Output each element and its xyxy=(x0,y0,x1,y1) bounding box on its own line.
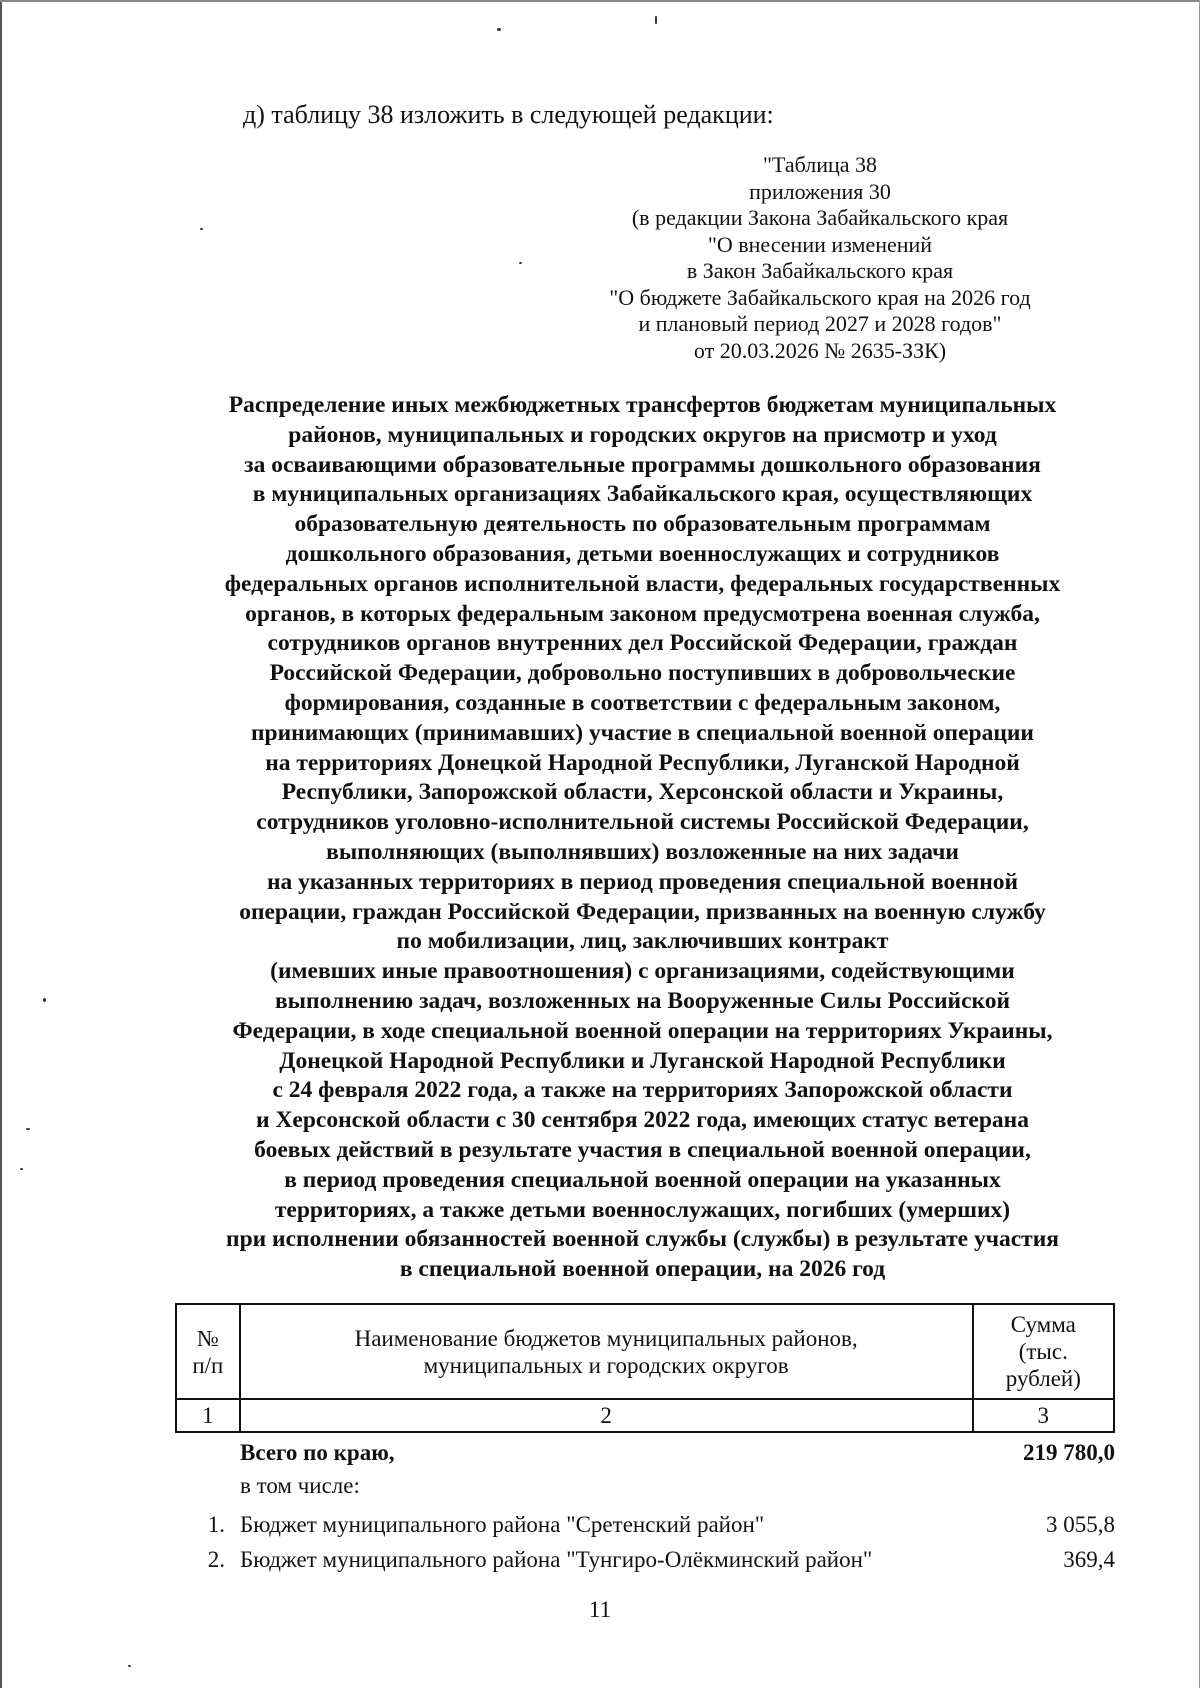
caption-line: "Таблица 38 xyxy=(762,152,878,177)
header-text: муниципальных и городских округов xyxy=(423,1352,789,1378)
row-budget-name: Бюджет муниципального района "Сретенский район" xyxy=(240,1512,765,1537)
row-amount: 3 055,8 xyxy=(1046,1512,1115,1537)
title-line: операции, граждан Российской Федерации, призванных на военную службу xyxy=(239,898,1046,925)
table-row-including xyxy=(175,1469,1115,1502)
scan-edge-left xyxy=(0,0,2,1688)
header-cell-number xyxy=(176,1304,240,1399)
scan-speck xyxy=(43,998,46,1002)
title-line: на территориях Донецкой Народной Республики, Луганской Народной xyxy=(265,749,1020,776)
header-text: п/п xyxy=(192,1352,224,1378)
total-value: 219 780,0 xyxy=(1023,1440,1115,1465)
header-text: № xyxy=(196,1325,219,1351)
title-line: за осваивающими образовательные программы дошкольного образования xyxy=(244,451,1041,478)
title-line: выполнению задач, возложенных на Вооруженные Силы Российской xyxy=(274,987,1011,1014)
title-line: территориях, а также детьми военнослужащих, погибших (умерших) xyxy=(274,1196,1011,1223)
title-line: принимающих (принимавших) участие в специальной военной операции xyxy=(251,719,1034,746)
row-amount: 369,4 xyxy=(1063,1547,1115,1572)
caption-line: приложения 30 xyxy=(749,178,891,204)
title-line: Республики, Запорожской области, Херсонской области и Украины, xyxy=(281,779,1004,806)
caption-line: от 20.03.2026 № 2635-ЗЗК) xyxy=(693,337,947,363)
amendment-intro: д) таблицу 38 изложить в следующей редакции: xyxy=(243,100,774,129)
including-label: в том числе: xyxy=(240,1473,360,1498)
table-header-row xyxy=(176,1304,1114,1399)
budget-table-header xyxy=(175,1303,1115,1433)
title-line: сотрудников органов внутренних дел Российской Федерации, граждан xyxy=(267,630,1018,657)
title-line: образовательную деятельность по образовательным программам xyxy=(294,511,991,538)
total-label: Всего по краю, xyxy=(240,1440,395,1465)
title-line: выполняющих (выполнявших) возложенные на них задачи xyxy=(326,838,959,865)
index-cell: 3 xyxy=(973,1399,1114,1432)
title-line: с 24 февраля 2022 года, а также на территориях Запорожской области xyxy=(272,1077,1013,1104)
scan-speck xyxy=(519,262,522,264)
row-budget-name: Бюджет муниципального района "Тунгиро-Олёкминский район" xyxy=(240,1547,873,1572)
title-line: в специальной военной операции, на 2026 год xyxy=(399,1256,886,1283)
caption-line: в Закон Забайкальского края xyxy=(686,258,954,283)
scan-speck xyxy=(655,16,657,24)
title-line: при исполнении обязанностей военной службы (службы) в результате участия xyxy=(226,1226,1059,1253)
header-text: (тыс. xyxy=(1018,1339,1068,1364)
header-cell-sum xyxy=(973,1304,1114,1399)
scan-speck xyxy=(200,228,203,230)
row-number: 2. xyxy=(207,1547,225,1572)
title-line: Донецкой Народной Республики и Луганской Народной Республики xyxy=(279,1047,1006,1074)
scan-edge-top xyxy=(0,0,1200,2)
title-line: сотрудников уголовно-исполнительной системы Российской Федерации, xyxy=(256,809,1029,836)
title-line: формирования, созданные в соответствии с федеральным законом, xyxy=(284,689,1001,716)
title-line: районов, муниципальных и городских округов на присмотр и уход xyxy=(288,421,997,448)
table-index-row xyxy=(176,1399,1114,1432)
caption-line: "О внесении изменений xyxy=(707,231,933,257)
title-line: по мобилизации, лиц, заключивших контракт xyxy=(396,928,889,955)
header-text: Сумма xyxy=(1010,1312,1076,1337)
scan-speck xyxy=(26,1128,30,1130)
scan-speck xyxy=(20,1168,23,1170)
index-cell: 2 xyxy=(240,1399,973,1432)
page-number: 11 xyxy=(588,1597,612,1622)
table-row xyxy=(175,1543,1115,1576)
title-line: Федерации, в ходе специальной военной операции на территориях Украины, xyxy=(232,1017,1053,1044)
budget-table-body xyxy=(175,1436,1115,1576)
header-text: рублей) xyxy=(1005,1366,1081,1391)
title-line: в муниципальных организациях Забайкальского края, осуществляющих xyxy=(252,481,1033,508)
title-line: Российской Федерации, добровольно поступивших в добровольческие xyxy=(269,660,1016,687)
title-line: боевых действий в результате участия в специальной военной операции, xyxy=(254,1136,1031,1163)
caption-line: "О бюджете Забайкальского края на 2026 год xyxy=(609,284,1031,310)
title-line: в период проведения специальной военной операции на указанных xyxy=(284,1166,1001,1193)
caption-line: и плановый период 2027 и 2028 годов" xyxy=(638,311,1002,336)
scan-speck xyxy=(128,1665,131,1667)
title-line: на указанных территориях в период проведения специальной военной xyxy=(266,868,1019,895)
title-line: Распределение иных межбюджетных трансфертов бюджетам муниципальных xyxy=(228,392,1057,418)
caption-line: (в редакции Закона Забайкальского края xyxy=(631,205,1009,230)
title-line: органов, в которых федеральным законом предусмотрена военная служба, xyxy=(245,600,1040,627)
header-text: Наименование бюджетов муниципальных районов, xyxy=(354,1325,858,1351)
table-row-total xyxy=(175,1436,1115,1469)
scan-speck xyxy=(497,28,501,31)
table-row xyxy=(175,1508,1115,1541)
index-cell: 1 xyxy=(176,1399,240,1432)
header-cell-name xyxy=(240,1304,973,1399)
row-number: 1. xyxy=(207,1512,225,1537)
document-title xyxy=(160,391,1125,1285)
title-line: дошкольного образования, детьми военнослужащих и сотрудников xyxy=(285,540,1000,567)
table-caption xyxy=(560,152,1080,364)
title-line: федеральных органов исполнительной власти, федеральных государственных xyxy=(224,570,1061,597)
title-line: и Херсонской области с 30 сентября 2022 года, имеющих статус ветерана xyxy=(256,1107,1029,1134)
title-line: (имевших иные правоотношения) с организациями, содействующими xyxy=(270,958,1015,985)
